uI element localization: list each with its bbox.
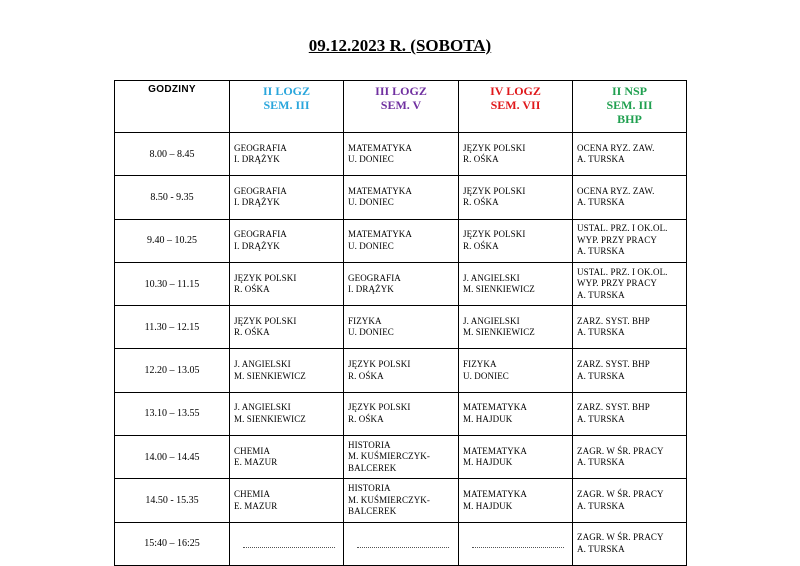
table-row xyxy=(115,306,687,349)
subject-label: FIZYKA xyxy=(463,359,497,370)
table-row xyxy=(115,392,687,435)
lesson-cell xyxy=(230,479,344,522)
teacher-label: I. DRĄŻYK xyxy=(234,154,280,165)
teacher-label: R. OŚKA xyxy=(348,370,384,381)
subject-label: JĘZYK POLSKI xyxy=(463,142,526,153)
table-row xyxy=(115,262,687,305)
group-header-3 xyxy=(459,81,573,133)
table-row xyxy=(115,522,687,565)
lesson-cell xyxy=(230,306,344,349)
group-header-2 xyxy=(344,81,459,133)
group-semester: SEM. VII xyxy=(490,98,541,112)
lesson-cell xyxy=(230,392,344,435)
lesson-cell xyxy=(344,392,459,435)
group-name: III LOGZ xyxy=(375,84,427,98)
subject-label: ZARZ. SYST. BHP xyxy=(577,359,650,370)
time-slot: 10.30 – 11.15 xyxy=(115,262,230,305)
header-row xyxy=(115,81,687,133)
lesson-cell xyxy=(459,436,573,479)
subject-label: MATEMATYKA xyxy=(463,445,527,456)
lesson-cell xyxy=(230,219,344,262)
lesson-cell xyxy=(344,306,459,349)
lesson-cell xyxy=(344,219,459,262)
table-row xyxy=(115,219,687,262)
teacher-label: R. OŚKA xyxy=(463,197,499,208)
teacher-label: R. OŚKA xyxy=(463,154,499,165)
subject-label: OCENA RYZ. ZAW. xyxy=(577,142,655,153)
table-row xyxy=(115,436,687,479)
lesson-cell xyxy=(344,262,459,305)
subject-label: OCENA RYZ. ZAW. xyxy=(577,185,655,196)
subject-label: J. ANGIELSKI xyxy=(463,315,520,326)
subject-label: J. ANGIELSKI xyxy=(234,402,291,413)
teacher-label: M. KUŚMIERCZYK- xyxy=(348,494,431,505)
teacher-label: I. DRĄŻYK xyxy=(348,284,394,295)
lesson-cell xyxy=(344,436,459,479)
teacher-label: E. MAZUR xyxy=(234,457,278,468)
group-semester: SEM. III xyxy=(263,98,310,112)
teacher-label: M. HAJDUK xyxy=(463,500,513,511)
subject-label: ZAGR. W ŚR. PRACY xyxy=(577,532,664,543)
lesson-cell xyxy=(344,133,459,176)
lesson-cell xyxy=(459,392,573,435)
teacher-label: A. TURSKA xyxy=(577,154,625,165)
time-slot: 9.40 – 10.25 xyxy=(115,219,230,262)
lesson-cell xyxy=(573,306,687,349)
subject-label: ZAGR. W ŚR. PRACY xyxy=(577,445,664,456)
teacher-label: A. TURSKA xyxy=(577,543,625,554)
lesson-cell xyxy=(344,522,459,565)
lesson-cell xyxy=(459,219,573,262)
subject-label: J. ANGIELSKI xyxy=(463,272,520,283)
lesson-cell xyxy=(573,436,687,479)
subject-label: FIZYKA xyxy=(348,315,382,326)
subject-label: HISTORIA xyxy=(348,439,391,450)
lesson-cell xyxy=(573,262,687,305)
group-specialty: BHP xyxy=(617,112,642,126)
lesson-cell xyxy=(573,349,687,392)
teacher-label: U. DONIEC xyxy=(348,197,394,208)
table-row xyxy=(115,349,687,392)
teacher-label: A. TURSKA xyxy=(577,327,625,338)
page-title: 09.12.2023 R. (SOBOTA) xyxy=(308,36,492,55)
time-slot: 14.50 - 15.35 xyxy=(115,479,230,522)
lesson-cell xyxy=(230,133,344,176)
teacher-label: R. OŚKA xyxy=(234,327,270,338)
subject-label: HISTORIA xyxy=(348,483,391,494)
time-slot: 8.00 – 8.45 xyxy=(115,133,230,176)
subject-label: CHEMIA xyxy=(234,445,271,456)
subject-label: JĘZYK POLSKI xyxy=(234,315,297,326)
teacher-label: R. OŚKA xyxy=(234,284,270,295)
empty-slot-line xyxy=(243,547,335,548)
lesson-cell xyxy=(230,349,344,392)
teacher-label: U. DONIEC xyxy=(348,240,394,251)
teacher-label: A. TURSKA xyxy=(577,500,625,511)
subject-label: USTAL. PRZ. I OK.OL. xyxy=(577,266,668,277)
teacher-label: BALCEREK xyxy=(348,462,397,473)
subject-label: J. ANGIELSKI xyxy=(234,359,291,370)
teacher-label: WYP. PRZY PRACY xyxy=(577,278,657,289)
time-slot: 8.50 - 9.35 xyxy=(115,176,230,219)
group-semester: SEM. III xyxy=(606,98,653,112)
lesson-cell xyxy=(573,133,687,176)
time-slot: 13.10 – 13.55 xyxy=(115,392,230,435)
teacher-label: M. KUŚMIERCZYK- xyxy=(348,451,431,462)
teacher-label: M. HAJDUK xyxy=(463,413,513,424)
hours-header: GODZINY xyxy=(115,81,230,133)
lesson-cell xyxy=(230,176,344,219)
teacher-label: A. TURSKA xyxy=(577,197,625,208)
lesson-cell xyxy=(230,522,344,565)
lesson-cell xyxy=(459,306,573,349)
teacher-label: R. OŚKA xyxy=(463,240,499,251)
empty-slot-line xyxy=(357,547,449,548)
table-row xyxy=(115,176,687,219)
empty-slot-line xyxy=(472,547,564,548)
group-name: II NSP xyxy=(611,84,647,98)
subject-label: MATEMATYKA xyxy=(348,185,412,196)
teacher-label: BALCEREK xyxy=(348,506,397,517)
lesson-cell xyxy=(344,479,459,522)
subject-label: GEOGRAFIA xyxy=(348,272,401,283)
teacher-label: I. DRĄŻYK xyxy=(234,240,280,251)
time-slot: 12.20 – 13.05 xyxy=(115,349,230,392)
lesson-cell xyxy=(573,219,687,262)
teacher-label: M. SIENKIEWICZ xyxy=(463,327,535,338)
lesson-cell xyxy=(573,392,687,435)
teacher-label: A. TURSKA xyxy=(577,413,625,424)
teacher-label: E. MAZUR xyxy=(234,500,278,511)
subject-label: MATEMATYKA xyxy=(348,229,412,240)
time-slot: 15:40 – 16:25 xyxy=(115,522,230,565)
group-name: II LOGZ xyxy=(262,84,310,98)
time-slot: 14.00 – 14.45 xyxy=(115,436,230,479)
subject-label: ZAGR. W ŚR. PRACY xyxy=(577,489,664,500)
subject-label: MATEMATYKA xyxy=(463,402,527,413)
group-header-4 xyxy=(573,81,687,133)
lesson-cell xyxy=(344,176,459,219)
group-header-1 xyxy=(230,81,344,133)
lesson-cell xyxy=(230,436,344,479)
teacher-label: U. DONIEC xyxy=(463,370,509,381)
teacher-label: A. TURSKA xyxy=(577,370,625,381)
lesson-cell xyxy=(230,262,344,305)
schedule-table xyxy=(114,80,687,566)
lesson-cell xyxy=(459,349,573,392)
table-row xyxy=(115,133,687,176)
lesson-cell xyxy=(573,176,687,219)
teacher-label: M. SIENKIEWICZ xyxy=(463,284,535,295)
subject-label: JĘZYK POLSKI xyxy=(463,185,526,196)
teacher-label: WYP. PRZY PRACY xyxy=(577,234,657,245)
subject-label: GEOGRAFIA xyxy=(234,142,287,153)
teacher-label: R. OŚKA xyxy=(348,413,384,424)
lesson-cell xyxy=(573,522,687,565)
table-row xyxy=(115,479,687,522)
subject-label: MATEMATYKA xyxy=(348,142,412,153)
subject-label: CHEMIA xyxy=(234,489,271,500)
lesson-cell xyxy=(573,479,687,522)
subject-label: JĘZYK POLSKI xyxy=(348,402,411,413)
time-slot: 11.30 – 12.15 xyxy=(115,306,230,349)
lesson-cell xyxy=(459,522,573,565)
teacher-label: M. SIENKIEWICZ xyxy=(234,370,306,381)
subject-label: ZARZ. SYST. BHP xyxy=(577,402,650,413)
subject-label: MATEMATYKA xyxy=(463,489,527,500)
teacher-label: A. TURSKA xyxy=(577,246,625,257)
subject-label: GEOGRAFIA xyxy=(234,185,287,196)
teacher-label: U. DONIEC xyxy=(348,327,394,338)
subject-label: ZARZ. SYST. BHP xyxy=(577,315,650,326)
teacher-label: I. DRĄŻYK xyxy=(234,197,280,208)
subject-label: USTAL. PRZ. I OK.OL. xyxy=(577,223,668,234)
subject-label: JĘZYK POLSKI xyxy=(463,229,526,240)
subject-label: JĘZYK POLSKI xyxy=(348,359,411,370)
teacher-label: U. DONIEC xyxy=(348,154,394,165)
lesson-cell xyxy=(459,262,573,305)
group-name: IV LOGZ xyxy=(490,84,541,98)
teacher-label: M. HAJDUK xyxy=(463,457,513,468)
subject-label: JĘZYK POLSKI xyxy=(234,272,297,283)
subject-label: GEOGRAFIA xyxy=(234,229,287,240)
lesson-cell xyxy=(459,176,573,219)
lesson-cell xyxy=(344,349,459,392)
teacher-label: A. TURSKA xyxy=(577,457,625,468)
teacher-label: M. SIENKIEWICZ xyxy=(234,413,306,424)
teacher-label: A. TURSKA xyxy=(577,289,625,300)
group-semester: SEM. V xyxy=(380,98,422,112)
lesson-cell xyxy=(459,133,573,176)
lesson-cell xyxy=(459,479,573,522)
